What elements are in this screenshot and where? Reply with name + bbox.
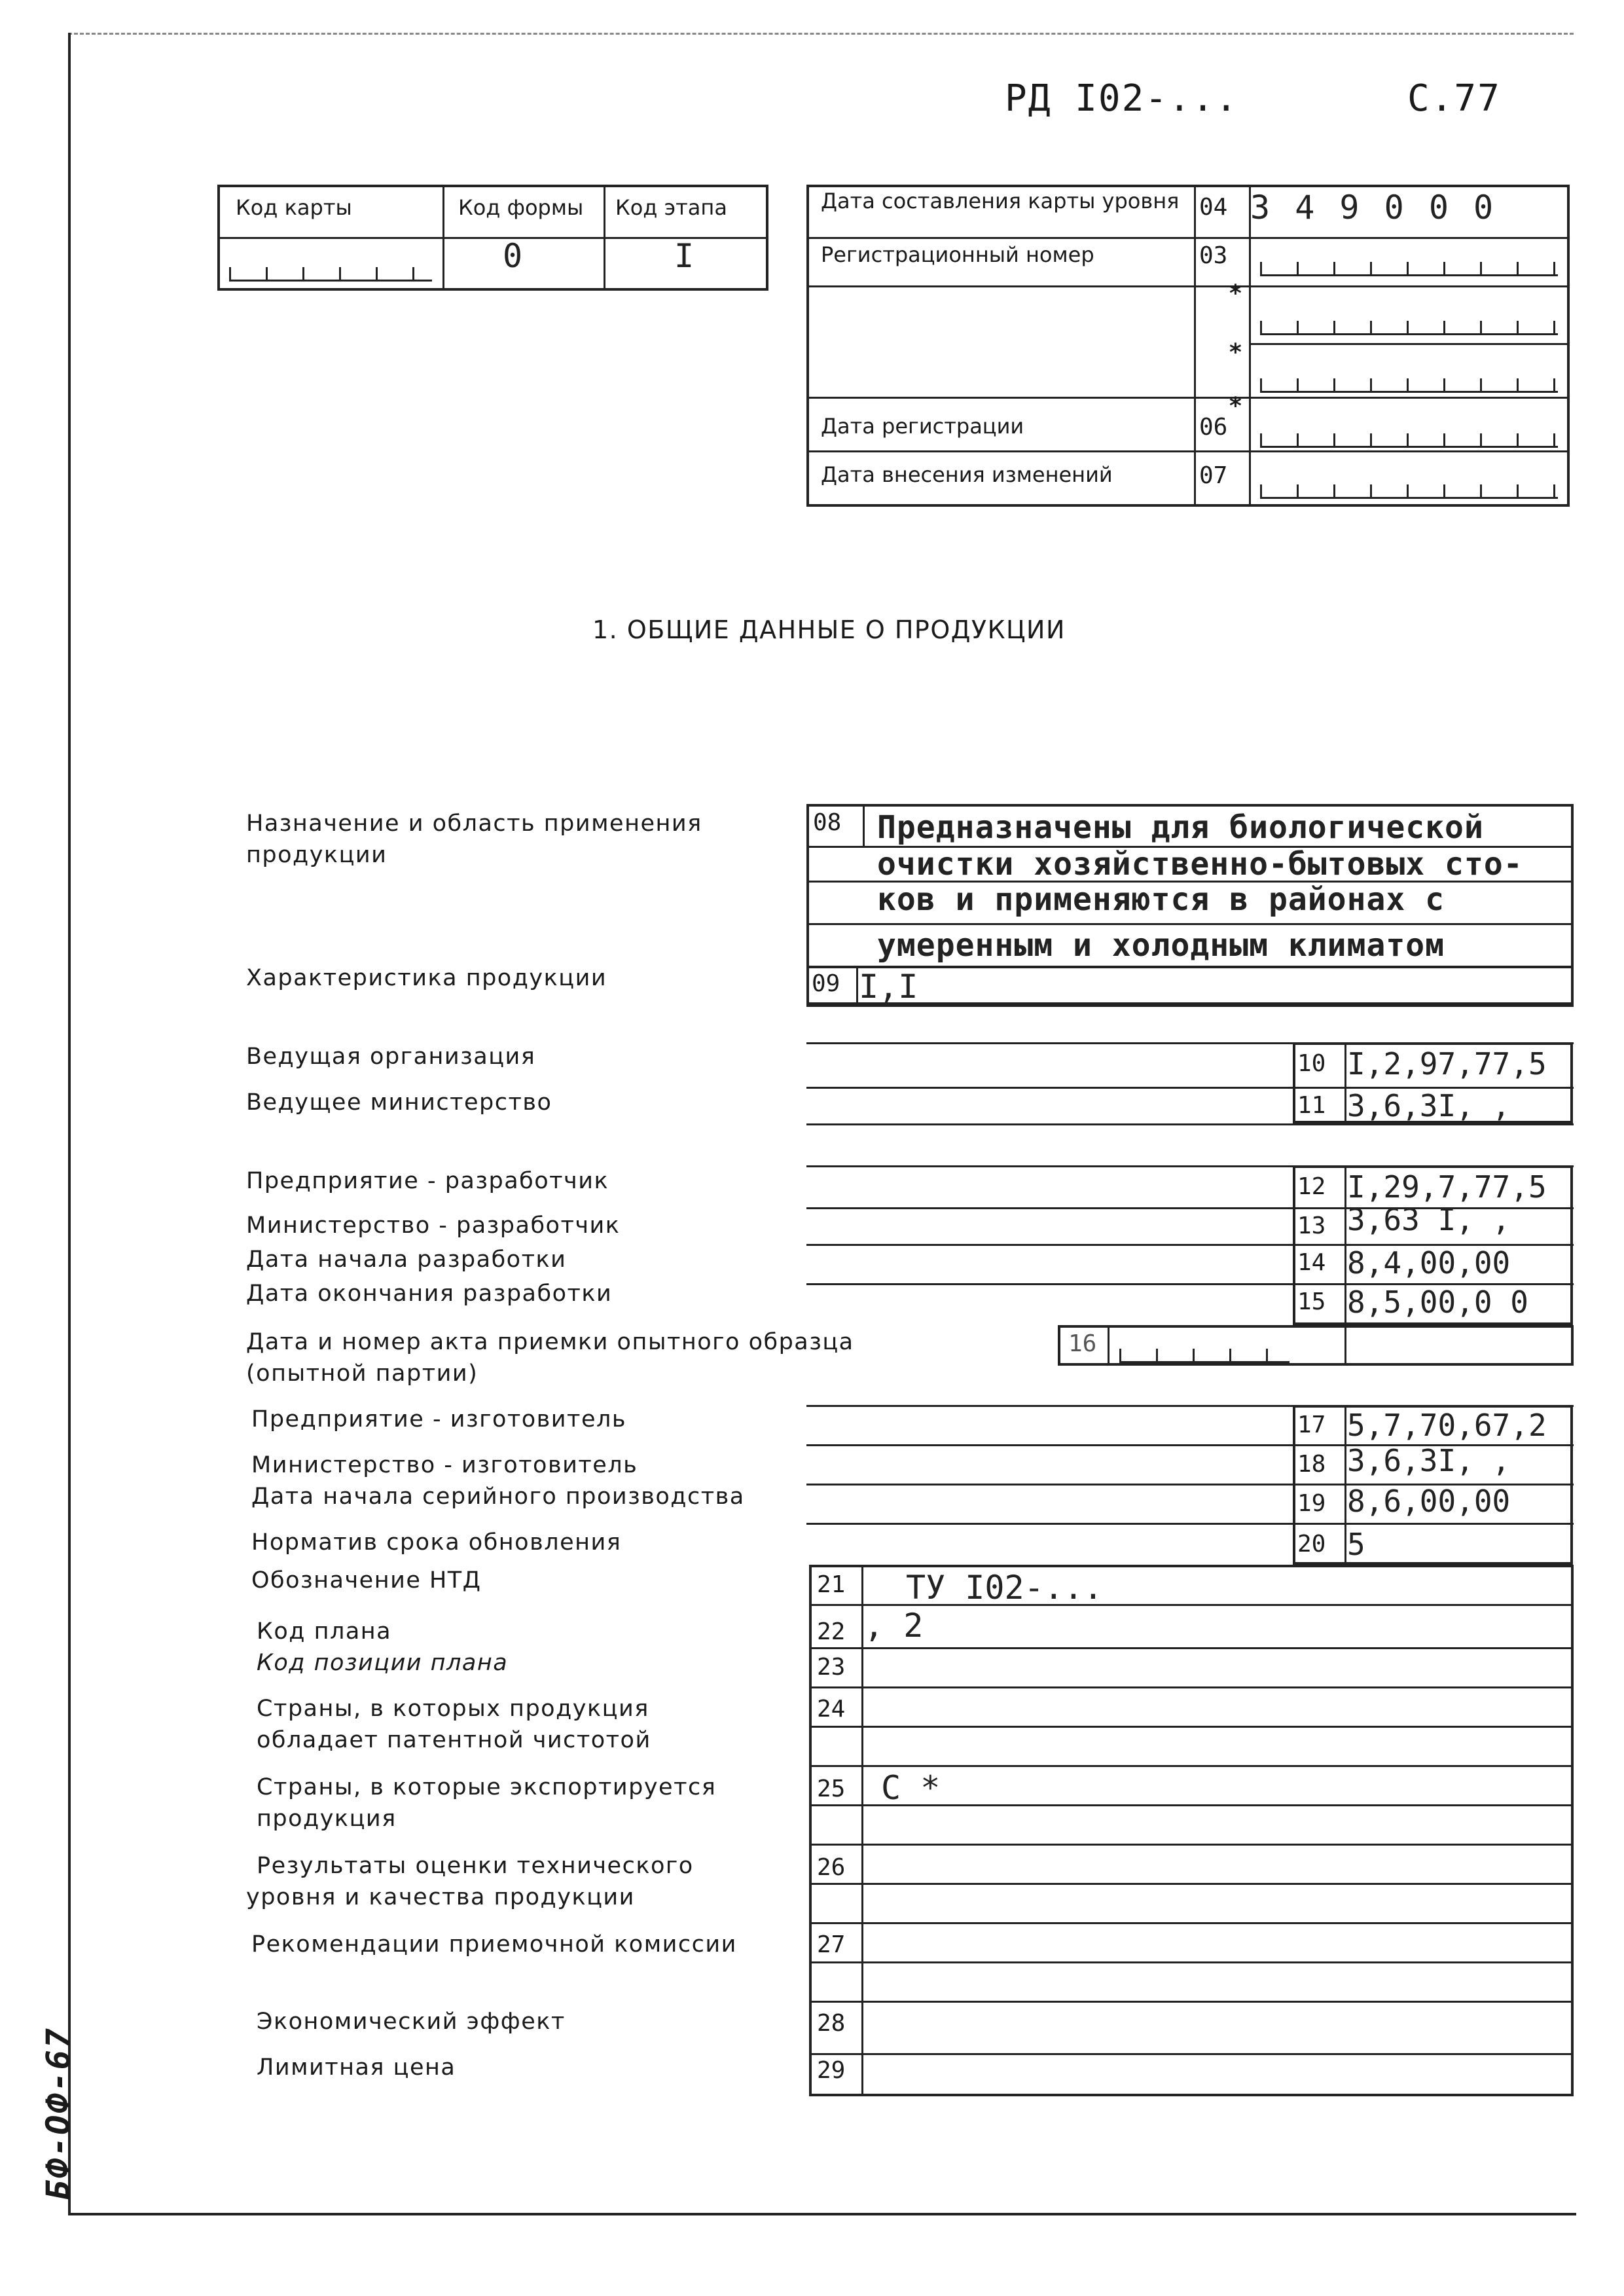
registration-block: [806, 185, 1570, 507]
side-code: БФ-ОФ-67: [39, 2026, 77, 2200]
developer-value[interactable]: I,29,7,77,5: [1347, 1169, 1547, 1205]
lead-org-label: Ведущая организация: [246, 1044, 536, 1070]
purpose-code: 08: [813, 809, 842, 836]
developer-ministry-value[interactable]: 3,63 I, ,: [1347, 1202, 1511, 1237]
act-label-line2: (опытной партии): [246, 1360, 478, 1387]
change-date-code: 07: [1199, 462, 1228, 489]
export-value[interactable]: С *: [881, 1769, 941, 1807]
export-label-line1: Страны, в которые экспортируется: [257, 1774, 717, 1800]
patent-label-line1: Страны, в которых продукция: [257, 1696, 649, 1722]
developer-code: 12: [1297, 1173, 1326, 1200]
date-code: 04: [1199, 194, 1228, 221]
stage-code-label: Код этапа: [615, 195, 727, 220]
economic-effect-label: Экономический эффект: [257, 2009, 566, 2035]
lead-org-code: 10: [1297, 1050, 1326, 1077]
reg-number-code: 03: [1199, 242, 1228, 269]
asterisk-mark: *: [1229, 280, 1242, 307]
ntd-code: 21: [817, 1571, 846, 1598]
bottom-table: [809, 1565, 1574, 2096]
renewal-code: 20: [1297, 1531, 1326, 1558]
date-label: Дата составления карты уровня: [821, 189, 1180, 213]
purpose-line-4[interactable]: умеренным и холодным климатом: [877, 927, 1445, 964]
export-label-line2: продукция: [257, 1806, 397, 1832]
reg-number-cells-2[interactable]: [1260, 321, 1558, 335]
page-number: С.77: [1407, 77, 1501, 120]
form-code-label: Код формы: [458, 195, 584, 220]
manufacturer-ministry-value[interactable]: 3,6,3I, ,: [1347, 1443, 1511, 1478]
lead-org-value[interactable]: I,2,97,77,5: [1347, 1046, 1547, 1082]
card-code-label: Код карты: [236, 195, 352, 220]
purpose-line-2[interactable]: очистки хозяйственно-бытовых сто-: [877, 846, 1523, 883]
limit-price-code: 29: [817, 2057, 846, 2084]
commission-label: Рекомендации приемочной комиссии: [251, 1931, 737, 1958]
purpose-line-1[interactable]: Предназначены для биологической: [877, 809, 1484, 846]
ntd-label: Обозначение НТД: [251, 1567, 482, 1594]
plan-code-value[interactable]: , 2: [864, 1607, 924, 1645]
purpose-label-line2: продукции: [246, 842, 388, 868]
manufacturer-ministry-label: Министерство - изготовитель: [251, 1452, 638, 1478]
characteristic-code: 09: [812, 970, 840, 997]
purpose-label-line1: Назначение и область применения: [246, 811, 702, 837]
change-date-label: Дата внесения изменений: [821, 462, 1113, 487]
asterisk-mark: *: [1229, 339, 1242, 366]
act-code: 16: [1068, 1330, 1097, 1357]
reg-date-cells[interactable]: [1260, 433, 1558, 448]
assessment-code: 26: [817, 1854, 846, 1881]
plan-position-code: 23: [817, 1654, 846, 1681]
plan-position-label: Код позиции плана: [257, 1650, 509, 1676]
commission-code: 27: [817, 1931, 846, 1958]
card-code-cells[interactable]: [229, 267, 432, 282]
dev-end-value[interactable]: 8,5,00,0 0: [1347, 1285, 1528, 1320]
developer-ministry-code: 13: [1297, 1212, 1326, 1239]
characteristic-box: [806, 966, 1574, 1005]
dev-start-code: 14: [1297, 1249, 1326, 1276]
dev-end-code: 15: [1297, 1288, 1326, 1315]
manufacturer-label: Предприятие - изготовитель: [251, 1406, 626, 1432]
lead-ministry-code: 11: [1297, 1092, 1326, 1119]
assessment-label-line2: уровня и качества продукции: [246, 1884, 635, 1910]
dev-start-label: Дата начала разработки: [246, 1247, 567, 1273]
asterisk-mark: *: [1229, 393, 1242, 420]
characteristic-value[interactable]: I,I: [859, 968, 918, 1006]
change-date-cells[interactable]: [1260, 484, 1558, 499]
characteristic-label: Характеристика продукции: [246, 965, 607, 991]
dev-start-value[interactable]: 8,4,00,00: [1347, 1245, 1511, 1281]
reg-number-cells[interactable]: [1260, 262, 1558, 276]
plan-code-label: Код плана: [257, 1618, 392, 1645]
patent-code: 24: [817, 1696, 846, 1722]
dev-end-label: Дата окончания разработки: [246, 1281, 613, 1307]
manufacturer-ministry-code: 18: [1297, 1451, 1326, 1478]
renewal-label: Норматив срока обновления: [251, 1529, 622, 1556]
purpose-line-3[interactable]: ков и применяются в районах с: [877, 881, 1445, 918]
stage-code-value[interactable]: I: [674, 237, 695, 275]
act-label-line1: Дата и номер акта приемки опытного образца: [246, 1329, 854, 1355]
reg-date-code: 06: [1199, 414, 1228, 441]
plan-code-code: 22: [817, 1618, 846, 1645]
lead-ministry-label: Ведущее министерство: [246, 1089, 552, 1116]
developer-ministry-label: Министерство - разработчик: [246, 1212, 621, 1239]
assessment-label-line1: Результаты оценки технического: [257, 1853, 694, 1879]
serial-start-label: Дата начала серийного производства: [251, 1484, 745, 1510]
manufacturer-value[interactable]: 5,7,70,67,2: [1347, 1408, 1547, 1443]
form-code-value[interactable]: 0: [503, 237, 523, 275]
date-value[interactable]: 3 4 9 0 0 0: [1250, 189, 1496, 227]
reg-date-label: Дата регистрации: [821, 414, 1024, 439]
limit-price-label: Лимитная цена: [257, 2054, 456, 2081]
patent-label-line2: обладает патентной чистотой: [257, 1727, 651, 1753]
lead-ministry-value[interactable]: 3,6,3I, ,: [1347, 1088, 1511, 1123]
reg-number-label: Регистрационный номер: [821, 242, 1094, 267]
document-code: РД I02-...: [1005, 77, 1239, 120]
section-title: 1. ОБЩИЕ ДАННЫЕ О ПРОДУКЦИИ: [592, 615, 1066, 644]
reg-number-cells-3[interactable]: [1260, 378, 1558, 393]
export-code: 25: [817, 1776, 846, 1802]
serial-start-value[interactable]: 8,6,00,00: [1347, 1484, 1511, 1519]
manufacturer-code: 17: [1297, 1412, 1326, 1438]
economic-effect-code: 28: [817, 2010, 846, 2037]
developer-label: Предприятие - разработчик: [246, 1168, 609, 1194]
renewal-value[interactable]: 5: [1347, 1527, 1365, 1562]
ntd-value[interactable]: ТУ I02-...: [906, 1569, 1104, 1607]
act-cells[interactable]: [1119, 1349, 1290, 1363]
serial-start-code: 19: [1297, 1490, 1326, 1517]
